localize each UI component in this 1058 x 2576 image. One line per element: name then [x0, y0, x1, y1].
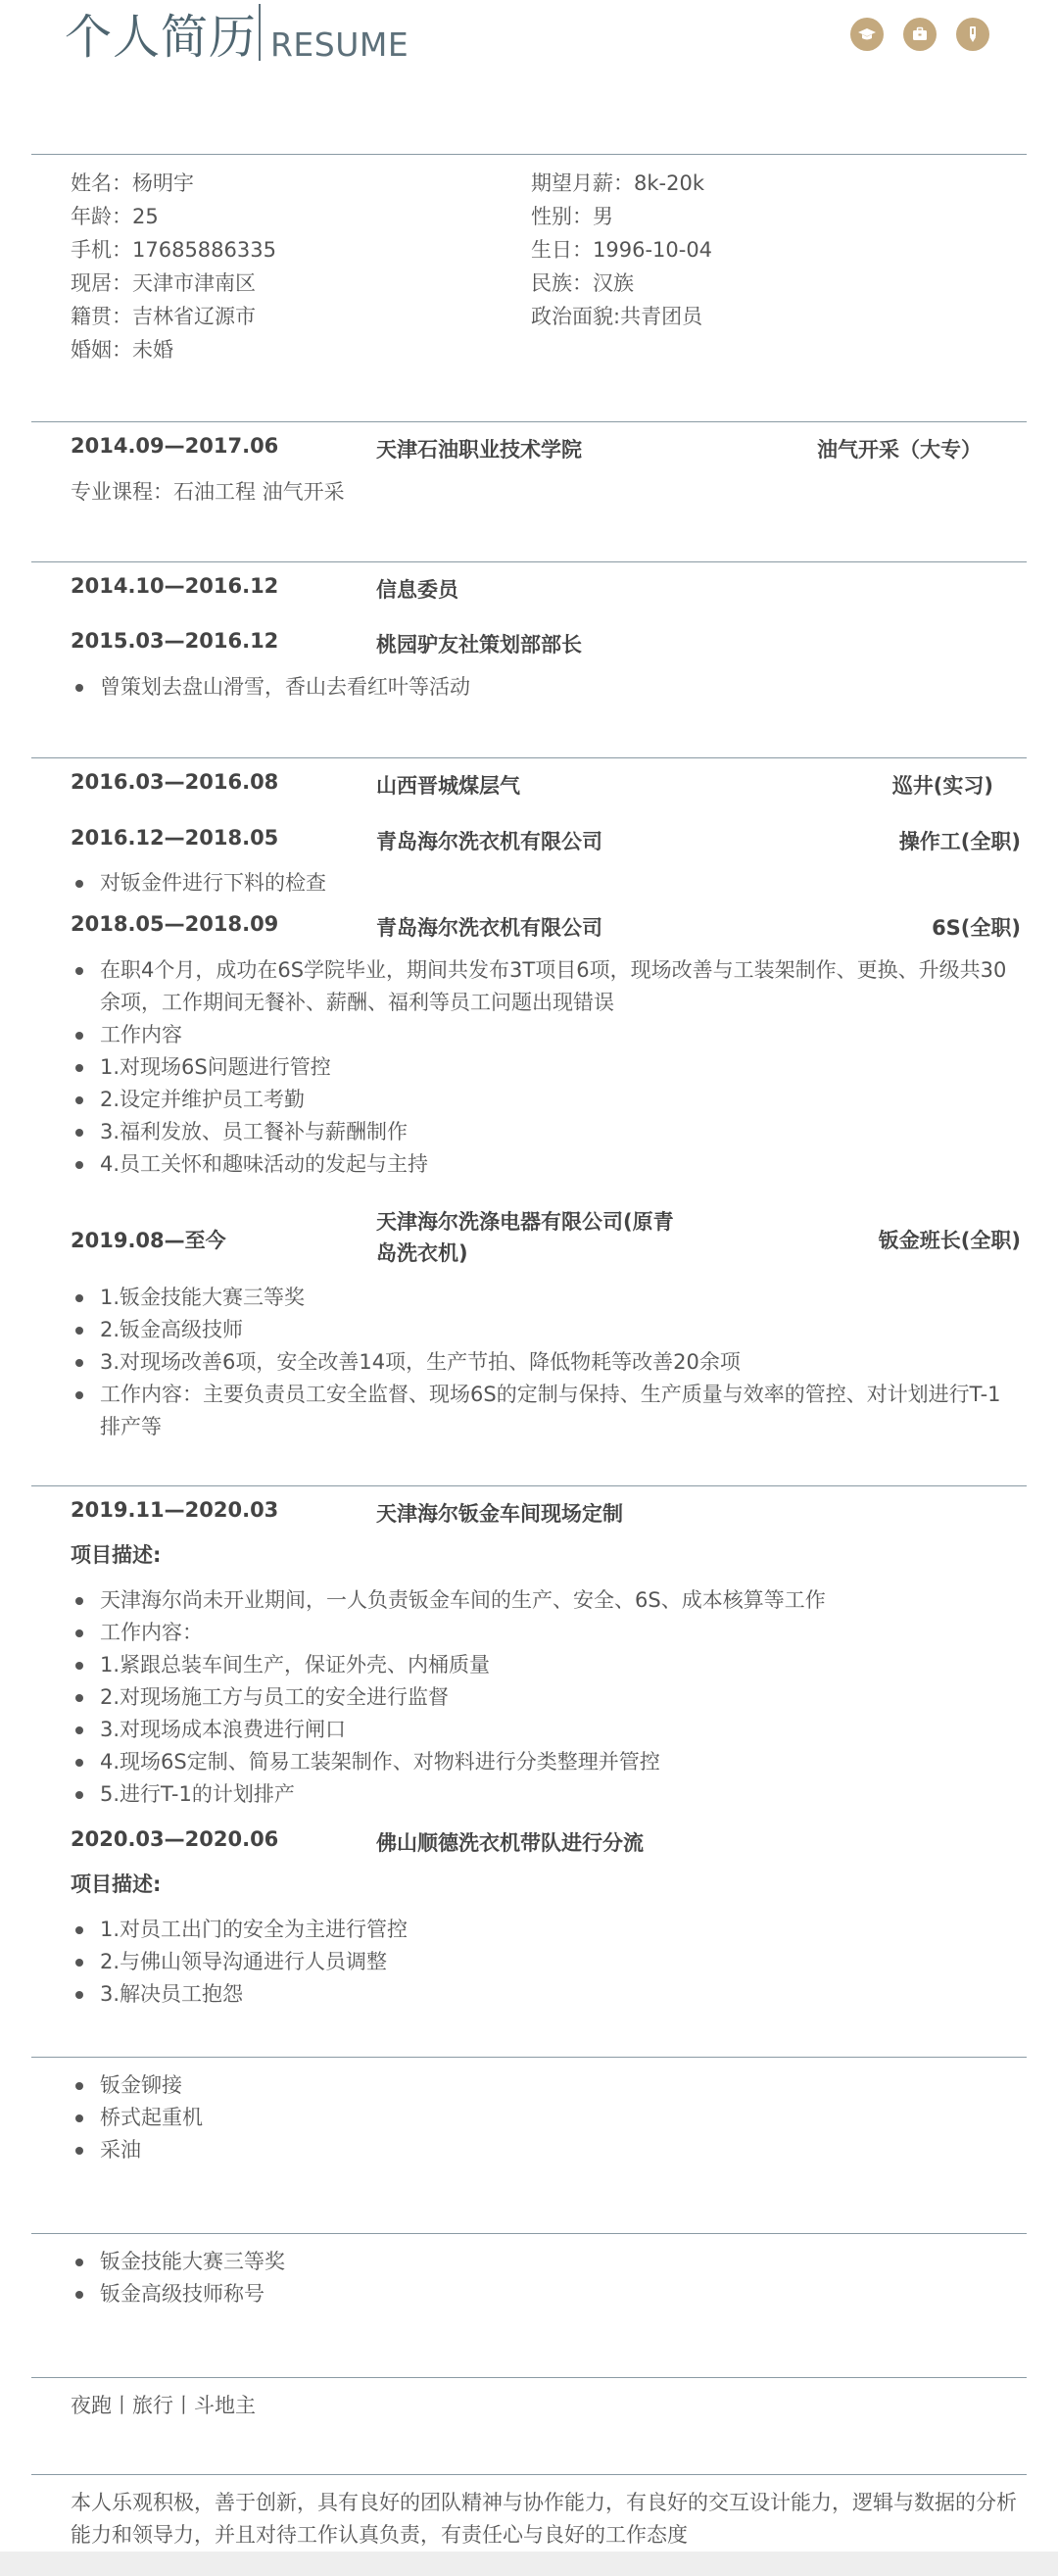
briefcase-icon[interactable] [903, 18, 937, 51]
hobbies-text: 夜跑丨旅行丨斗地主 [71, 2394, 256, 2417]
list-item: 1.紧跟总装车间生产，保证外壳、内桶质量 [71, 1649, 1021, 1681]
info-birthday: 生日：1996-10-04 [531, 238, 713, 262]
info-salary: 期望月薪：8k-20k [531, 171, 704, 195]
skills-list [71, 2069, 1021, 2166]
work-row: 2016.03—2016.08 山西晋城煤层气 巡井(实习) [71, 770, 993, 798]
list-item: 钣金技能大赛三等奖 [71, 2246, 1021, 2278]
list-item: 桥式起重机 [71, 2102, 1021, 2134]
info-marital: 婚姻：未婚 [71, 338, 173, 362]
project-row: 2019.11—2020.03 天津海尔钣金车间现场定制 [71, 1498, 623, 1526]
education-school: 天津石油职业技术学院 [376, 438, 582, 462]
list-item: 天津海尔尚未开业期间，一人负责钣金车间的生产、安全、6S、成本核算等工作 [71, 1584, 1021, 1617]
list-item: 2.钣金高级技师 [71, 1314, 1021, 1346]
info-name: 姓名：杨明宇 [71, 171, 194, 195]
work-bullets [71, 954, 1021, 1181]
list-item: 1.对员工出门的安全为主进行管控 [71, 1914, 1021, 1946]
list-item: 3.福利发放、员工餐补与薪酬制作 [71, 1116, 1021, 1148]
resume-header [0, 0, 1058, 157]
work-section [31, 757, 1027, 1487]
work-row: 2018.05—2018.09 青岛海尔洗衣机有限公司 6S(全职) [71, 912, 1021, 940]
footer-bar [0, 2552, 1058, 2576]
education-courses: 专业课程：石油工程 油气开采 [71, 480, 345, 504]
list-item: 工作内容： [71, 1617, 1021, 1649]
list-item: 工作内容：主要负责员工安全监督、现场6S的定制与保持、生产质量与效率的管控、对计划进行T-1排产等 [71, 1379, 1021, 1443]
work-bullets [71, 867, 1021, 899]
list-item: 钣金铆接 [71, 2069, 1021, 2102]
list-item: 4.员工关怀和趣味活动的发起与主持 [71, 1148, 1021, 1181]
info-ethnicity: 民族：汉族 [531, 271, 634, 295]
list-item: 采油 [71, 2134, 1021, 2166]
project-desc-label: 项目描述: [71, 1543, 162, 1567]
work-bullets [71, 1282, 1021, 1443]
list-item: 1.对现场6S问题进行管控 [71, 1051, 1021, 1084]
campus-row: 2015.03—2016.12 桃园驴友社策划部部长 [71, 629, 582, 656]
list-item: 3.对现场成本浪费进行闸口 [71, 1714, 1021, 1746]
info-gender: 性别：男 [531, 205, 613, 228]
campus-section [31, 561, 1027, 759]
projects-section [31, 1485, 1027, 2059]
page-subtitle: RESUME [270, 25, 409, 64]
info-phone: 手机：17685886335 [71, 238, 276, 262]
education-date: 2014.09—2017.06 [71, 434, 279, 458]
work-row: 2016.12—2018.05 青岛海尔洗衣机有限公司 操作工(全职) [71, 826, 1021, 853]
list-item: 曾策划去盘山滑雪，香山去看红叶等活动 [71, 671, 1021, 704]
project-row: 2020.03—2020.06 佛山顺德洗衣机带队进行分流 [71, 1827, 644, 1855]
list-item: 4.现场6S定制、简易工装架制作、对物料进行分类整理并管控 [71, 1746, 1021, 1778]
page-title: 个人简历 [65, 10, 258, 65]
list-item: 钣金高级技师称号 [71, 2278, 1021, 2310]
list-item: 在职4个月，成功在6S学院毕业，期间共发布3T项目6项，现场改善与工装架制作、更换、升级共30余项，工作期间无餐补、薪酬、福利等员工问题出现错误 [71, 954, 1021, 1019]
campus-row: 2014.10—2016.12 信息委员 [71, 574, 458, 602]
list-item: 对钣金件进行下料的检查 [71, 867, 1021, 899]
title-divider [259, 4, 261, 61]
list-item: 1.钣金技能大赛三等奖 [71, 1282, 1021, 1314]
list-item: 工作内容 [71, 1019, 1021, 1051]
hobbies-section [31, 2377, 1027, 2476]
education-section [31, 421, 1027, 563]
work-company-wrapped: 天津海尔洗涤电器有限公司(原青岛洗衣机) [376, 1210, 674, 1265]
header-icon-group [850, 18, 989, 51]
project-bullets [71, 1914, 1021, 2011]
self-evaluation-section [31, 2474, 1027, 2552]
list-item: 2.与佛山领导沟通进行人员调整 [71, 1946, 1021, 1978]
education-row [71, 434, 991, 469]
awards-list [71, 2246, 1021, 2310]
info-hometown: 籍贯：吉林省辽源市 [71, 305, 256, 328]
project-bullets [71, 1584, 1021, 1811]
project-desc-label: 项目描述: [71, 1872, 162, 1896]
self-evaluation-text: 本人乐观积极，善于创新，具有良好的团队精神与协作能力，有良好的交互设计能力，逻辑与数据的分析能力和领导力，并且对待工作认真负责，有责任心与良好的工作态度 [71, 2491, 1017, 2547]
info-age: 年龄：25 [71, 205, 159, 228]
pen-icon[interactable] [956, 18, 989, 51]
list-item: 5.进行T-1的计划排产 [71, 1778, 1021, 1811]
skills-section [31, 2057, 1027, 2235]
list-item: 2.对现场施工方与员工的安全进行监督 [71, 1681, 1021, 1714]
education-major: 油气开采（大专） [817, 438, 982, 462]
info-political: 政治面貌:共青团员 [531, 305, 703, 328]
info-residence: 现居：天津市津南区 [71, 271, 256, 295]
basic-info-section [31, 154, 1027, 423]
list-item: 3.对现场改善6项，安全改善14项，生产节拍、降低物耗等改善20余项 [71, 1346, 1021, 1379]
list-item: 3.解决员工抱怨 [71, 1978, 1021, 2011]
graduation-cap-icon[interactable] [850, 18, 884, 51]
list-item: 2.设定并维护员工考勤 [71, 1084, 1021, 1116]
campus-bullets [71, 671, 1021, 704]
work-row: 2019.08—至今 钣金班长(全职) [71, 1229, 1021, 1252]
awards-section [31, 2233, 1027, 2379]
